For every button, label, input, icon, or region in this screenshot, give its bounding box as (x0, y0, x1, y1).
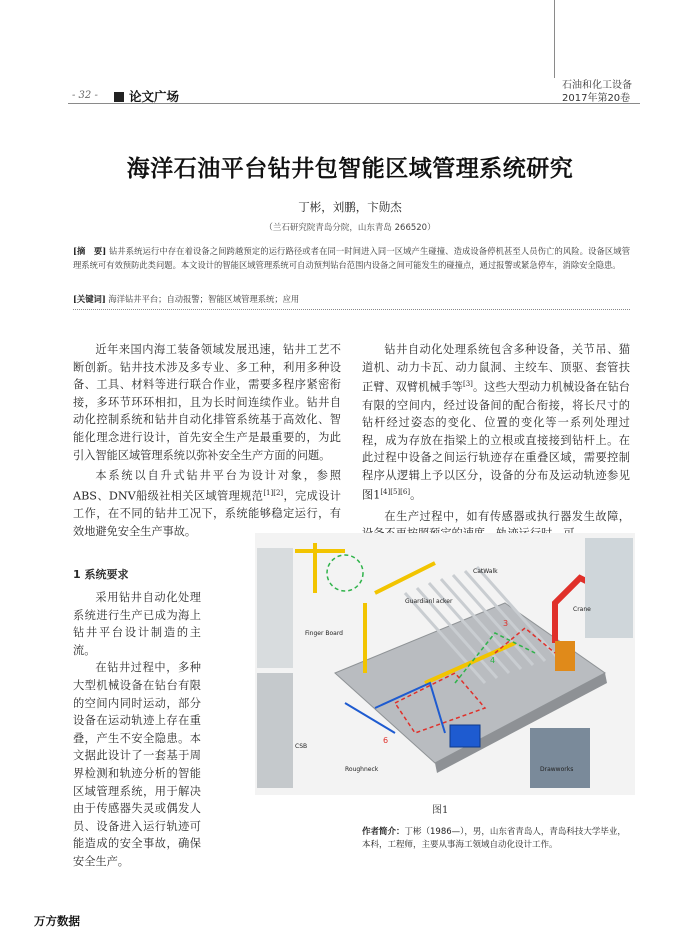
paragraph: 采用钻井自动化处理系统进行生产已成为海上钻井平台设计制造的主流。 (73, 591, 201, 657)
citation: [3] (462, 380, 473, 389)
header-rule-vertical (554, 0, 555, 78)
author-note-text: 丁彬（1986—），男，山东省青岛人，青岛科技大学毕业，本科，工程师，主要从事海工领域自动化设计工作。 (362, 827, 626, 850)
page-number: - 32 - (72, 90, 98, 101)
citation: [1][2] (263, 488, 284, 497)
zone-number-3: 3 (503, 619, 509, 628)
zone-number-6: 6 (383, 736, 389, 745)
keywords (73, 293, 630, 305)
right-column (362, 341, 630, 543)
abstract-label: [摘 要] (73, 246, 107, 256)
label-guardian: Guardianl acker (405, 598, 453, 605)
section-square-icon (114, 92, 124, 102)
paragraph: 在生产过程中，如有传感器或执行器发生故障， (384, 509, 630, 523)
keywords-label: [关键词] (73, 294, 106, 304)
side-photo-left-2 (257, 673, 293, 788)
paragraph: 钻井自动化处理系统包含多种设备，关节吊、猫道机、动力卡瓦、动力鼠洞、主绞车、顶驱、套管扶正臂、双臂机械手等[3]。这些大型动力机械设备在钻台有限的空间内，经过设备间的配合衔接，将长尺寸的钻杆经过姿态的变化、位置的变化等一系列处理过程，成为存放在指梁上的立根或直接接到钻杆上。在此过程中设备之间运行轨迹存在重叠区域，需要控制程序从逻辑上予以区分，设备的分布及运动轨迹参见图1[4][5][6]。 (362, 343, 630, 503)
journal-issue: 2017年第20卷 (562, 93, 631, 104)
side-photo-right (585, 538, 633, 638)
side-photo-left (257, 548, 293, 668)
figure-1 (255, 533, 635, 795)
author-note-label: 作者简介： (362, 827, 405, 837)
side-photo-drawworks (530, 728, 590, 788)
left-column-top (73, 341, 341, 540)
label-catwalk: CatWalk (473, 568, 498, 575)
section-heading: 1 系统要求 (73, 568, 129, 581)
abstract (73, 245, 630, 272)
left-column-narrow-text (73, 583, 201, 868)
abstract-text: 钻井系统运行中存在着设备之间跨越预定的运行路径或者在同一时间进入同一区域产生碰撞、造成设备停机甚至人员伤亡的风险。设备区域管理系统可有效预防此类问题。本文设计的智能区域管理系统可自动预判钻台范围内设备之间可能发生的碰撞点，通过报警或紧急停车，消除安全隐患。 (73, 246, 630, 270)
label-finger-board: Finger Board (305, 630, 343, 637)
drawworks-unit (450, 725, 480, 747)
paragraph: 在钻井过程中，多种大型机械设备在钻台有限的空间内同时运动，部分设备在运动轨迹上存在重叠，产生不安全隐患。本文据此设计了一套基于周界检测和轨迹分析的智能区域管理系统，用于解决由于传感器失灵或偶发人员、设备进入运行轨迹可能造成的安全事故，确保安全生产。 (73, 661, 201, 868)
label-csb: CSB (295, 743, 308, 750)
label-roughneck: Roughneck (345, 766, 379, 773)
keywords-text: 海洋钻井平台；自动报警；智能区域管理系统；应用 (108, 294, 300, 304)
journal-name: 石油和化工设备 (562, 80, 632, 91)
authors: 丁彬，刘鹏，卞勋杰 (298, 200, 402, 214)
zone-number-4: 4 (490, 656, 496, 665)
author-note (362, 826, 632, 852)
paper-title: 海洋石油平台钻井包智能区域管理系统研究 (126, 156, 574, 182)
figure-caption: 图1 (432, 805, 449, 816)
figure-illustration (255, 533, 635, 795)
abstract-divider (73, 309, 630, 310)
crane-base (555, 641, 575, 671)
paragraph: 近年来国内海工装备领域发展迅速，钻井工艺不断创新。钻井技术涉及多专业、多工种，利用多种设备、工具、材料等进行联合作业，需要多程序紧密衔接，多环节环环相扣，且为长时间连续作业。钻井自动化控制系统和钻井自动化排管系统基于高效化、智能化理念进行设计，首先安全生产是最重要的，为此引入智能区域管理系统以弥补安全生产方面的问题。 (73, 343, 341, 462)
label-crane: Crane (573, 606, 591, 613)
footer-brand: 万方数据 (34, 914, 80, 928)
affiliation: （兰石研究院青岛分院，山东青岛 266520） (264, 223, 436, 233)
paragraph: 本系统以自升式钻井平台为设计对象，参照ABS、DNV船级社相关区域管理规范[1][2]，完成设计工作，在不同的钻井工况下，系统能够稳定运行，有效地避免安全生产事故。 (73, 469, 341, 538)
citation: [4][5][6] (380, 488, 411, 497)
section-title: 论文广场 (114, 87, 179, 105)
journal-info (562, 79, 632, 105)
label-drawworks: Drawworks (540, 766, 574, 773)
